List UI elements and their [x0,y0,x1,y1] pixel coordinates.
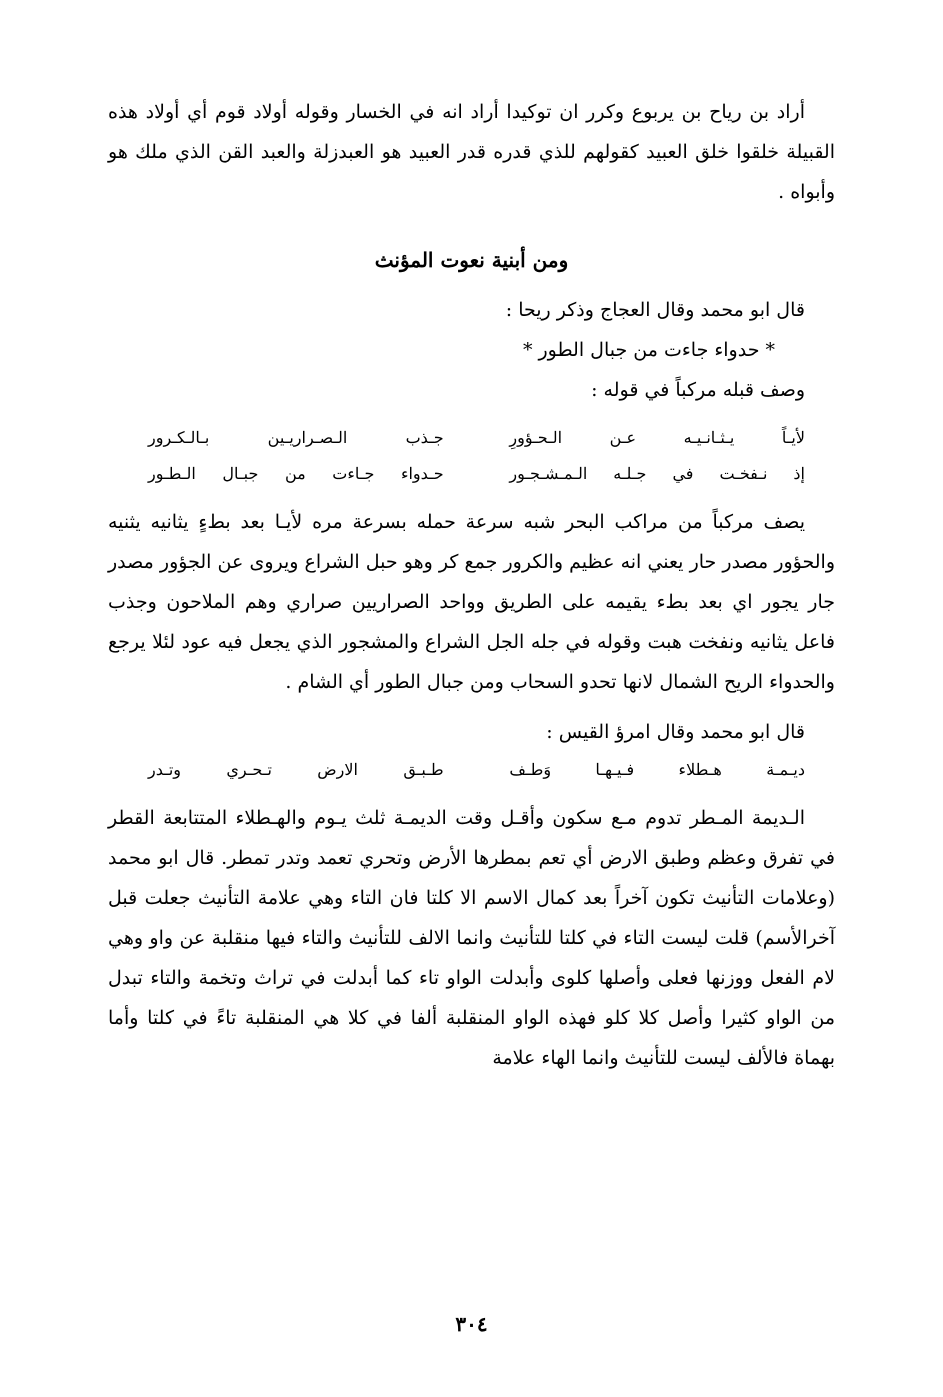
verse-line [108,420,835,456]
verse-line [108,456,835,492]
quote-1-context: وصف قبله مركباً في قوله : [591,379,805,401]
quote-1-intro: قال ابو محمد وقال العجاج وذكر ريحا : [505,299,805,321]
paragraph-1: أراد بن رياح بن يربوع وكرر ان توكيدا أراد انه في الخسار وقوله أولاد قوم أي أولاد هذه القبيلة خلقوا خلق العبيد كقولهم للذي قدره قدر العبيد هو العبدزلة والعبد القن الذي ملك هو وأبواه . [108,101,835,203]
verse-second-half: حـدواء جـاءت من جبـال الـطـور [148,464,444,483]
page-body [108,92,835,1078]
section-heading: ومن أبنية نعوت المؤنث [374,248,569,272]
quote-1-line: * حدواء جاءت من جبال الطور * [522,339,775,361]
verse-second-half: جـذب الـصـراريـين بـالـكـرور [148,428,444,447]
verse-line [108,752,835,788]
paragraph-2: يصف مركباً من مراكب البحر شبه سرعة حمله بسرعة مره لأيـا بعد بطءٍ يثانيه يثنيه والحؤور مصدر حار يعني انه عظيم والكرور جمع كر وهو حبل الشراع ويروى عن الجؤور مصدر جار يجور اي بعد بطء يقيمه على الطريق وواحد الصراريين صراري وهم الملاحون وجذب فاعل يثانيه ونفخت هبت وقوله في جله الجل الشراع والمشجور الذي يجعل فيه عود لئلا يرجع والحدواء الريح الشمال لانها تحدو السحاب ومن جبال الطور أي الشام . [108,511,835,693]
paragraph-3: الـديمة المـطر تدوم مـع سكون وأقـل وقت الديمـة ثلث يـوم والهـطلاء المتتابعة القطر في تفرق وعظم وطبق الارض أي تعم بمطرها الأرض وتحري تعمد وتدر تمطر. قال ابو محمد (وعلامات التأنيث تكون آخراً بعد كمال الاسم الا كلتا فان التاء وهي علامة التأنيث جعلت قبل آخرالأسم) قلت ليست التاء في كلتا للتأنيث وانما الالف للتأنيث والتاء فيها منقلبة عن واو وهي لام الفعل ووزنها فعلى وأصلها كلوى وأبدلت الواو تاء كما أبدلت في تراث وتخمة والتاء تبدل من الواو كثيرا وأصل كلا كلو فهذه الواو المنقلبة ألفا في كلا هي المنقلبة تاءً في كلتا وأما بهماة فالألف ليست للتأنيث وانما الهاء علامة [108,807,835,1069]
verses-1 [108,420,835,492]
quote-2-intro: قال ابو محمد وقال امرؤ القيس : [546,721,805,743]
verse-second-half: طـبـق الارض تـحـري وتـدر [148,760,444,779]
verse-first-half: إذ نـفخـت في جـلـه الـمـشـجـور [509,464,805,483]
verse-first-half: ديـمـة هـطلاء فـيـهـا وَطـف [509,760,805,779]
verses-2 [108,752,835,788]
page-number: ٣٠٤ [455,1312,488,1336]
verse-first-half: لأيـاً يـثـانـيـه عـن الـحـؤورِ [509,428,805,447]
